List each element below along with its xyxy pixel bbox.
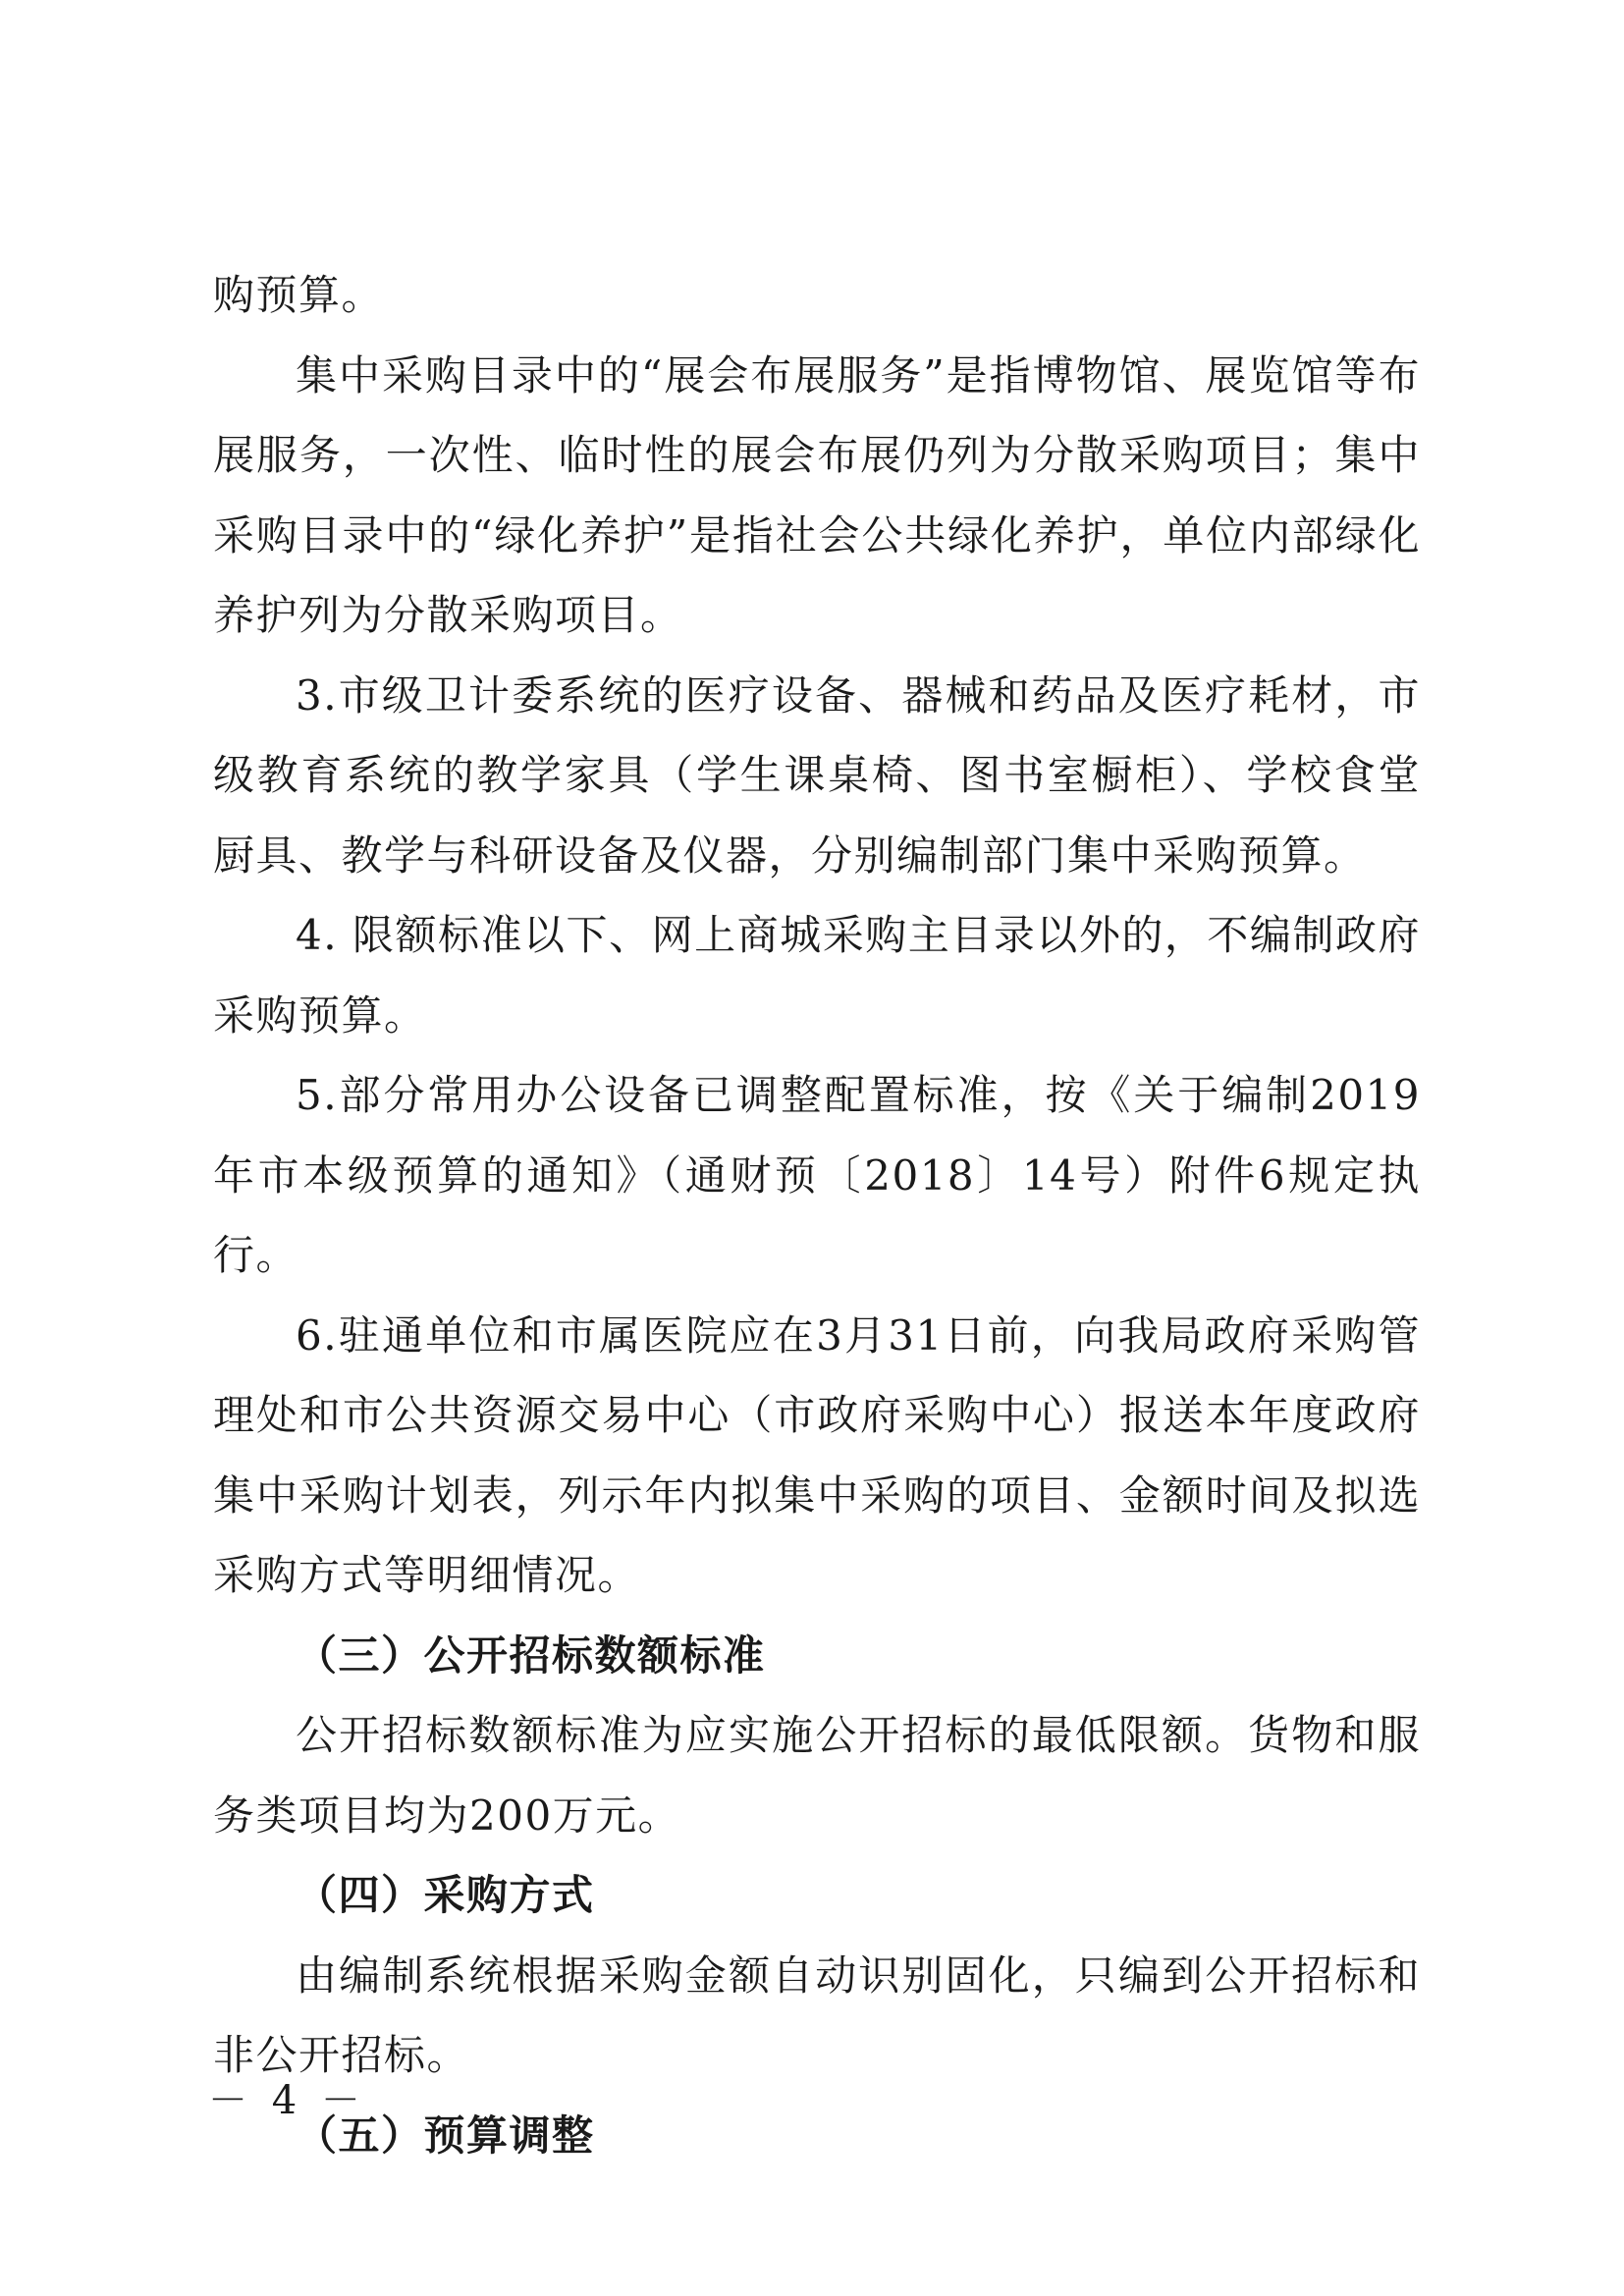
paragraph-item-6: 6.驻通单位和市属医院应在3月31日前，向我局政府采购管理处和市公共资源交易中心（市政府采购中心）报送本年度政府集中采购计划表，列示年内拟集中采购的项目、金额时间及拟选采购方式等明细情况。 [213,1310,1421,1599]
section-heading-5: （五）预算调整 [296,2110,595,2160]
paragraph-item-4: 4. 限额标准以下、网上商城采购主目录以外的，不编制政府采购预算。 [213,911,1421,1040]
paragraph-exhibition-greening: 集中采购目录中的“展会布展服务”是指博物馆、展览馆等布展服务，一次性、临时性的展会布展仍列为分散采购项目；集中采购目录中的“绿化养护”是指社会公共绿化养护，单位内部绿化养护列为分散采购项目。 [213,350,1421,639]
paragraph-procurement-method: 由编制系统根据采购金额自动识别固化，只编到公开招标和非公开招标。 [213,1950,1421,2079]
page-number: － 4 － [208,2078,366,2123]
section-heading-4: （四）采购方式 [296,1871,595,1919]
paragraph-tender-threshold: 公开招标数额标准为应实施公开招标的最低限额。货物和服务类项目均为200万元。 [213,1711,1421,1840]
document-body [213,255,1421,2175]
section-heading-3: （三）公开招标数额标准 [296,1630,766,1680]
paragraph-continuation: 购预算。 [213,271,385,319]
paragraph-item-5: 5.部分常用办公设备已调整配置标准，按《关于编制2019年市本级预算的通知》（通财预〔2018〕14号）附件6规定执行。 [213,1071,1421,1279]
paragraph-item-3: 3.市级卫计委系统的医疗设备、器械和药品及医疗耗材，市级教育系统的教学家具（学生课桌椅、图书室橱柜）、学校食堂厨具、教学与科研设备及仪器，分别编制部门集中采购预算。 [213,670,1421,880]
